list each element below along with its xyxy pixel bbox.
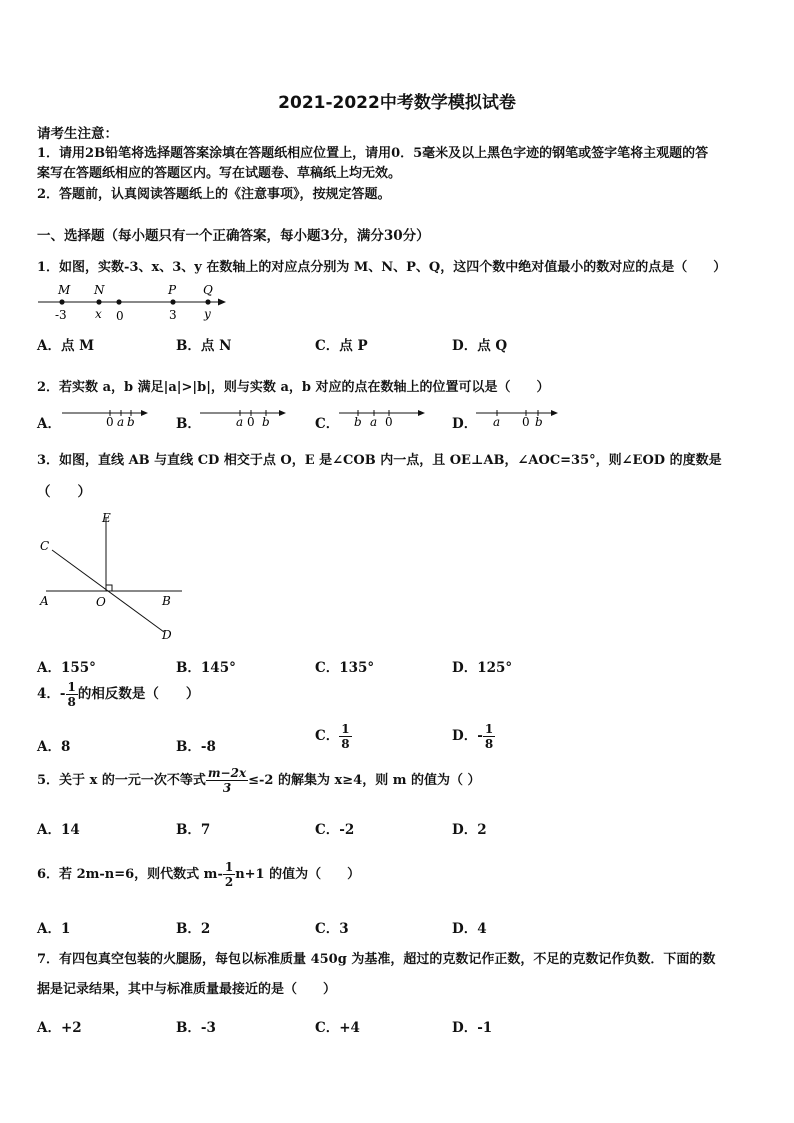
q1-label-M: M [58,283,71,297]
notice-line-2: 案写在答题纸相应的答题区内。写在试题卷、草稿纸上均无效。 [37,166,402,181]
q6-stem: 6．若 2m-n=6，则代数式 m- $\frac{1}{2}$ n+1 的值为（ ） [37,860,361,889]
q1-tick-minus3: -3 [55,308,67,322]
q2-option-a[interactable]: A． [37,416,61,432]
q3-option-b[interactable]: B．145° [176,660,236,676]
notice-heading: 请考生注意： [37,126,118,142]
q1-stem: 1．如图，实数-3、x、3、y 在数轴上的对应点分别为 M、N、P、Q，这四个数中绝对值最小的数对应的点是（ ） [37,260,727,275]
q6-option-a[interactable]: A．1 [37,921,71,937]
q4-option-b[interactable]: B．-8 [176,739,216,755]
q5-stem: 5．关于 x 的一元一次不等式 $\frac{m-2x}{3}$ ≤-2 的解集为 x≥4，则 m 的值为（ ） [37,766,481,795]
q2a-a: a [117,415,125,428]
q3-label-C: C [40,539,50,553]
q3-label-O: O [96,595,106,609]
q3-option-c[interactable]: C．135° [315,660,375,676]
q5-option-b[interactable]: B．7 [176,822,211,838]
q3-paren: （ ） [37,484,91,500]
q2-option-c[interactable]: C． [315,416,340,432]
q2-option-d[interactable]: D． [452,416,478,432]
q4-option-d[interactable]: D．- $\frac{1}{8}$ [452,722,494,751]
q3-label-E: E [102,511,111,525]
q5-option-c[interactable]: C．-2 [315,822,355,838]
q3-option-a[interactable]: A．155° [37,660,96,676]
q3-label-D: D [162,628,172,642]
q7-option-d[interactable]: D．-1 [452,1020,493,1036]
q3-label-A: A [40,594,49,608]
q6-option-b[interactable]: B．2 [176,921,211,937]
q2d-a: a [493,415,501,428]
q2-axis-a [60,404,152,428]
q7-option-c[interactable]: C．+4 [315,1020,360,1036]
q1-label-N: N [94,283,105,297]
q2-option-b[interactable]: B． [176,416,201,432]
q6-option-d[interactable]: D．4 [452,921,487,937]
q4-option-c[interactable]: C． $\frac{1}{8}$ [315,722,350,751]
q1-label-P: P [168,283,177,297]
q2d-0: 0 [522,415,530,428]
q2c-b: b [354,415,362,428]
q2-axis-b [198,404,290,428]
notice-line-3: 2．答题前，认真阅读答题纸上的《注意事项》，按规定答题。 [37,187,391,202]
q1-option-c[interactable]: C．点 P [315,338,368,354]
q1-option-b[interactable]: B．点 N [176,338,232,354]
q3-figure [36,508,186,646]
q1-option-d[interactable]: D．点 Q [452,338,508,354]
q2b-0: 0 [247,415,255,428]
q6-option-c[interactable]: C．3 [315,921,349,937]
q4-option-a[interactable]: A．8 [37,739,71,755]
q2-axis-d [474,404,566,428]
q2a-b: b [127,415,135,428]
q1-tick-0: 0 [116,309,124,323]
q4-stem [37,680,199,709]
q2-stem: 2．若实数 a，b 满足|a|>|b|，则与实数 a，b 对应的点在数轴上的位置可以是（ ） [37,380,550,395]
section-heading: 一、选择题（每小题只有一个正确答案，每小题3分，满分30分） [37,228,430,244]
q5-option-a[interactable]: A．14 [37,822,80,838]
q4-fraction: $\frac{1}{8}$ [67,680,76,709]
q4-prefix: 4．- [37,686,66,702]
q1-option-a[interactable]: A．点 M [37,338,95,354]
q3-stem: 3．如图，直线 AB 与直线 CD 相交于点 O，E 是∠COB 内一点，且 OE⊥AB，∠AOC=35°，则∠EOD 的度数是 [37,453,722,468]
q5-fraction: $\frac{m-2x}{3}$ [207,766,247,795]
q2-axis-c [337,404,429,428]
q1-number-line [36,280,236,324]
q4-tail: 的相反数是（ ） [77,686,200,702]
notice-line-1: 1．请用2B铅笔将选择题答案涂填在答题纸相应位置上，请用0．5毫米及以上黑色字迹的钢笔或签字笔将主观题的答 [37,146,709,161]
page-title: 2021-2022中考数学模拟试卷 [278,93,516,113]
q7-line-2: 据是记录结果，其中与标准质量最接近的是（ ） [37,982,337,997]
q2c-0: 0 [385,415,393,428]
q2b-b: b [262,415,270,428]
q3-label-B: B [162,594,171,608]
q2b-a: a [236,415,244,428]
q5-option-d[interactable]: D．2 [452,822,487,838]
q7-option-b[interactable]: B．-3 [176,1020,216,1036]
q1-tick-y: y [204,307,211,321]
q6-fraction: $\frac{1}{2}$ [224,860,234,889]
q2c-a: a [370,415,378,428]
q7-option-a[interactable]: A．+2 [37,1020,82,1036]
q2d-b: b [535,415,543,428]
q2a-0: 0 [106,415,114,428]
q1-label-Q: Q [203,283,213,297]
q1-tick-3: 3 [169,308,177,322]
q7-line-1: 7．有四包真空包装的火腿肠，每包以标准质量 450g 为基准，超过的克数记作正数，不足的克数记作负数．下面的数 [37,952,716,967]
q1-tick-x: x [95,307,102,321]
q3-option-d[interactable]: D．125° [452,660,513,676]
